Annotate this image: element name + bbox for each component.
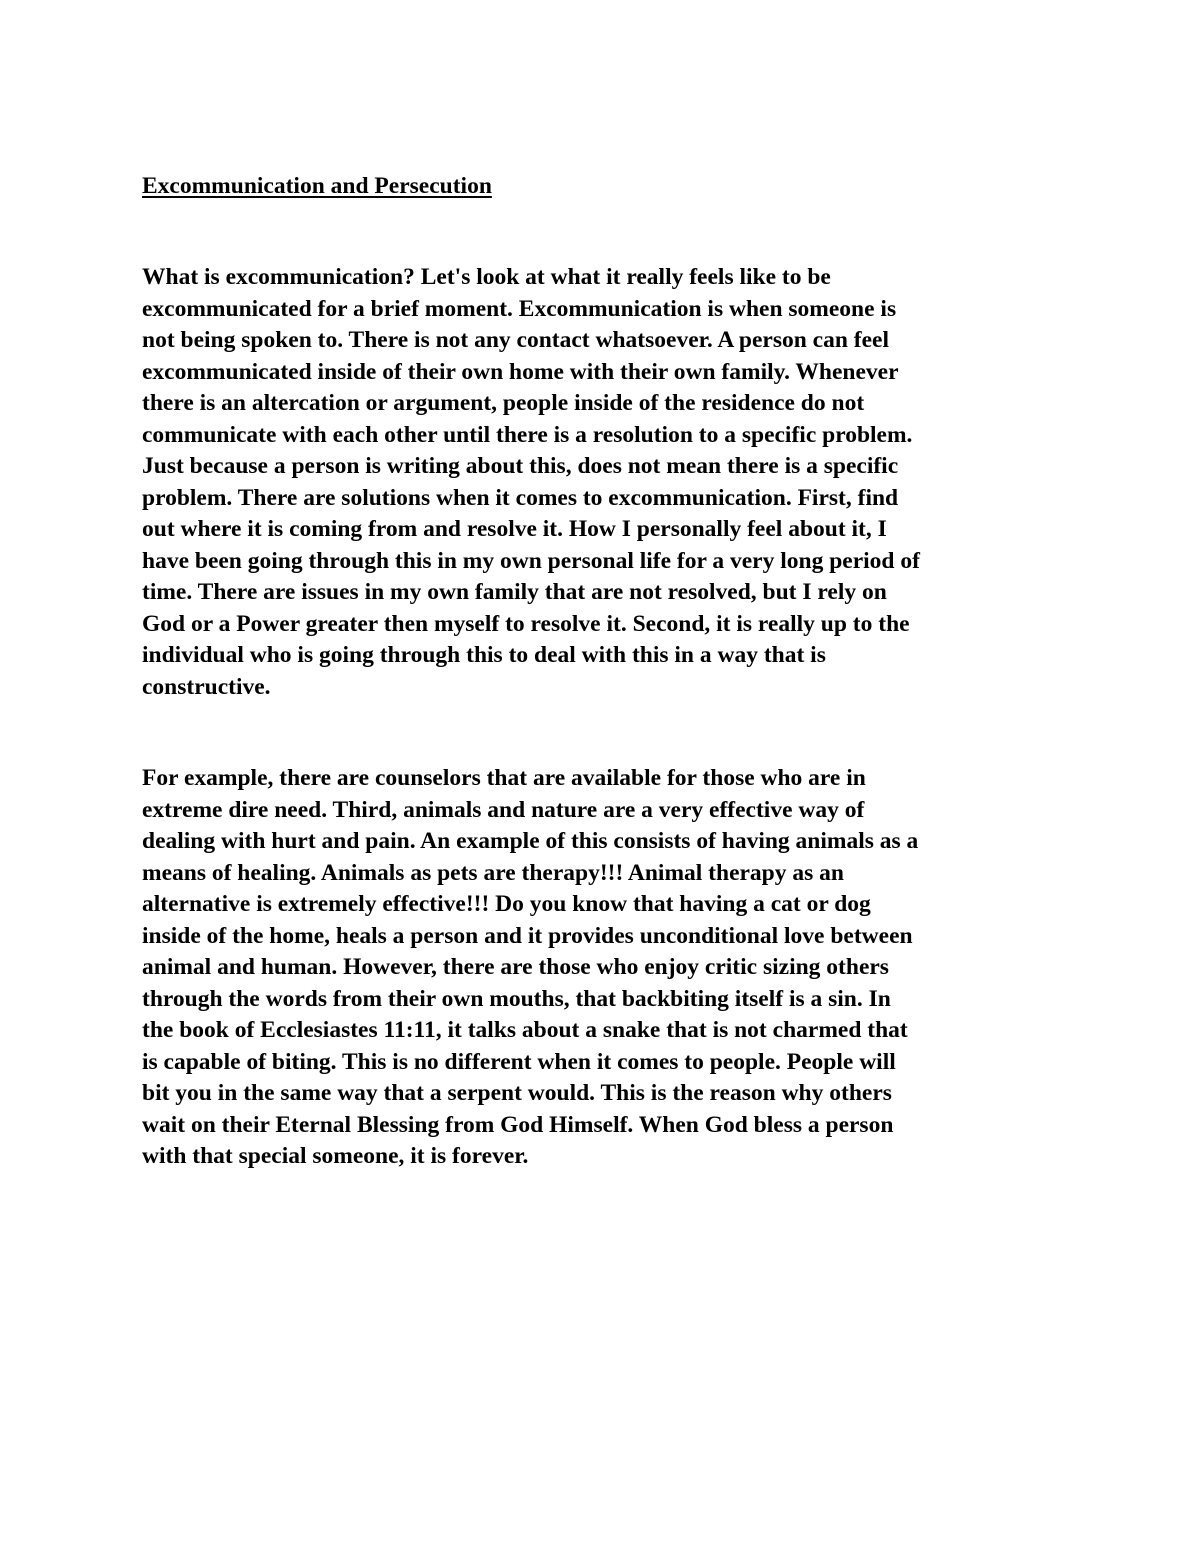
paragraph-line: problem. There are solutions when it comes to excommunication. First, find bbox=[142, 484, 899, 511]
paragraph-line: not being spoken to. There is not any contact whatsoever. A person can feel bbox=[142, 327, 890, 353]
body-paragraph bbox=[142, 262, 920, 703]
paragraph-line: the book of Ecclesiastes 11:11, it talks about a snake that is not charmed that bbox=[142, 1017, 908, 1043]
paragraph-line: What is excommunication? Let's look at what it really feels like to be bbox=[142, 264, 831, 290]
paragraph-line: there is an altercation or argument, people inside of the residence do not bbox=[142, 390, 865, 416]
paragraph-line: with that special someone, it is forever. bbox=[142, 1143, 529, 1169]
paragraph-line: excommunicated for a brief moment. Excommunication is when someone is bbox=[142, 295, 897, 322]
paragraph-line: communicate with each other until there is a resolution to a specific problem. bbox=[142, 421, 913, 448]
paragraph-line: dealing with hurt and pain. An example of this consists of having animals as a bbox=[142, 828, 919, 854]
paragraph-line: For example, there are counselors that are available for those who are in bbox=[142, 765, 866, 791]
paragraph-line: inside of the home, heals a person and it provides unconditional love between bbox=[142, 922, 913, 949]
paragraph-line: is capable of biting. This is no different when it comes to people. People will bbox=[142, 1048, 896, 1075]
paragraph-line: God or a Power greater then myself to resolve it. Second, it is really up to the bbox=[142, 610, 910, 637]
paragraph-line: alternative is extremely effective!!! Do you know that having a cat or dog bbox=[142, 891, 871, 917]
paragraph-line: time. There are issues in my own family that are not resolved, but I rely on bbox=[142, 579, 887, 605]
paragraph-line: bit you in the same way that a serpent would. This is the reason why others bbox=[142, 1080, 892, 1106]
paragraph-line: individual who is going through this to deal with this in a way that is bbox=[142, 642, 826, 668]
paragraph-line: Just because a person is writing about this, does not mean there is a specific bbox=[142, 453, 899, 479]
paragraph-line: constructive. bbox=[142, 673, 271, 700]
paragraph-line: have been going through this in my own personal life for a very long period of bbox=[142, 547, 920, 574]
paragraph-line: extreme dire need. Third, animals and nature are a very effective way of bbox=[142, 796, 865, 823]
paragraph-line: excommunicated inside of their own home with their own family. Whenever bbox=[142, 358, 899, 385]
paragraph-line: out where it is coming from and resolve it. How I personally feel about it, I bbox=[142, 516, 887, 542]
body-paragraph bbox=[142, 763, 918, 1173]
paragraph-line: through the words from their own mouths, that backbiting itself is a sin. In bbox=[142, 985, 891, 1012]
document-title: Excommunication and Persecution bbox=[142, 173, 492, 199]
paragraph-line: animal and human. However, there are those who enjoy critic sizing others bbox=[142, 954, 889, 980]
paragraph-line: wait on their Eternal Blessing from God Himself. When God bless a person bbox=[142, 1111, 894, 1138]
paragraph-line: means of healing. Animals as pets are therapy!!! Animal therapy as an bbox=[142, 859, 844, 886]
